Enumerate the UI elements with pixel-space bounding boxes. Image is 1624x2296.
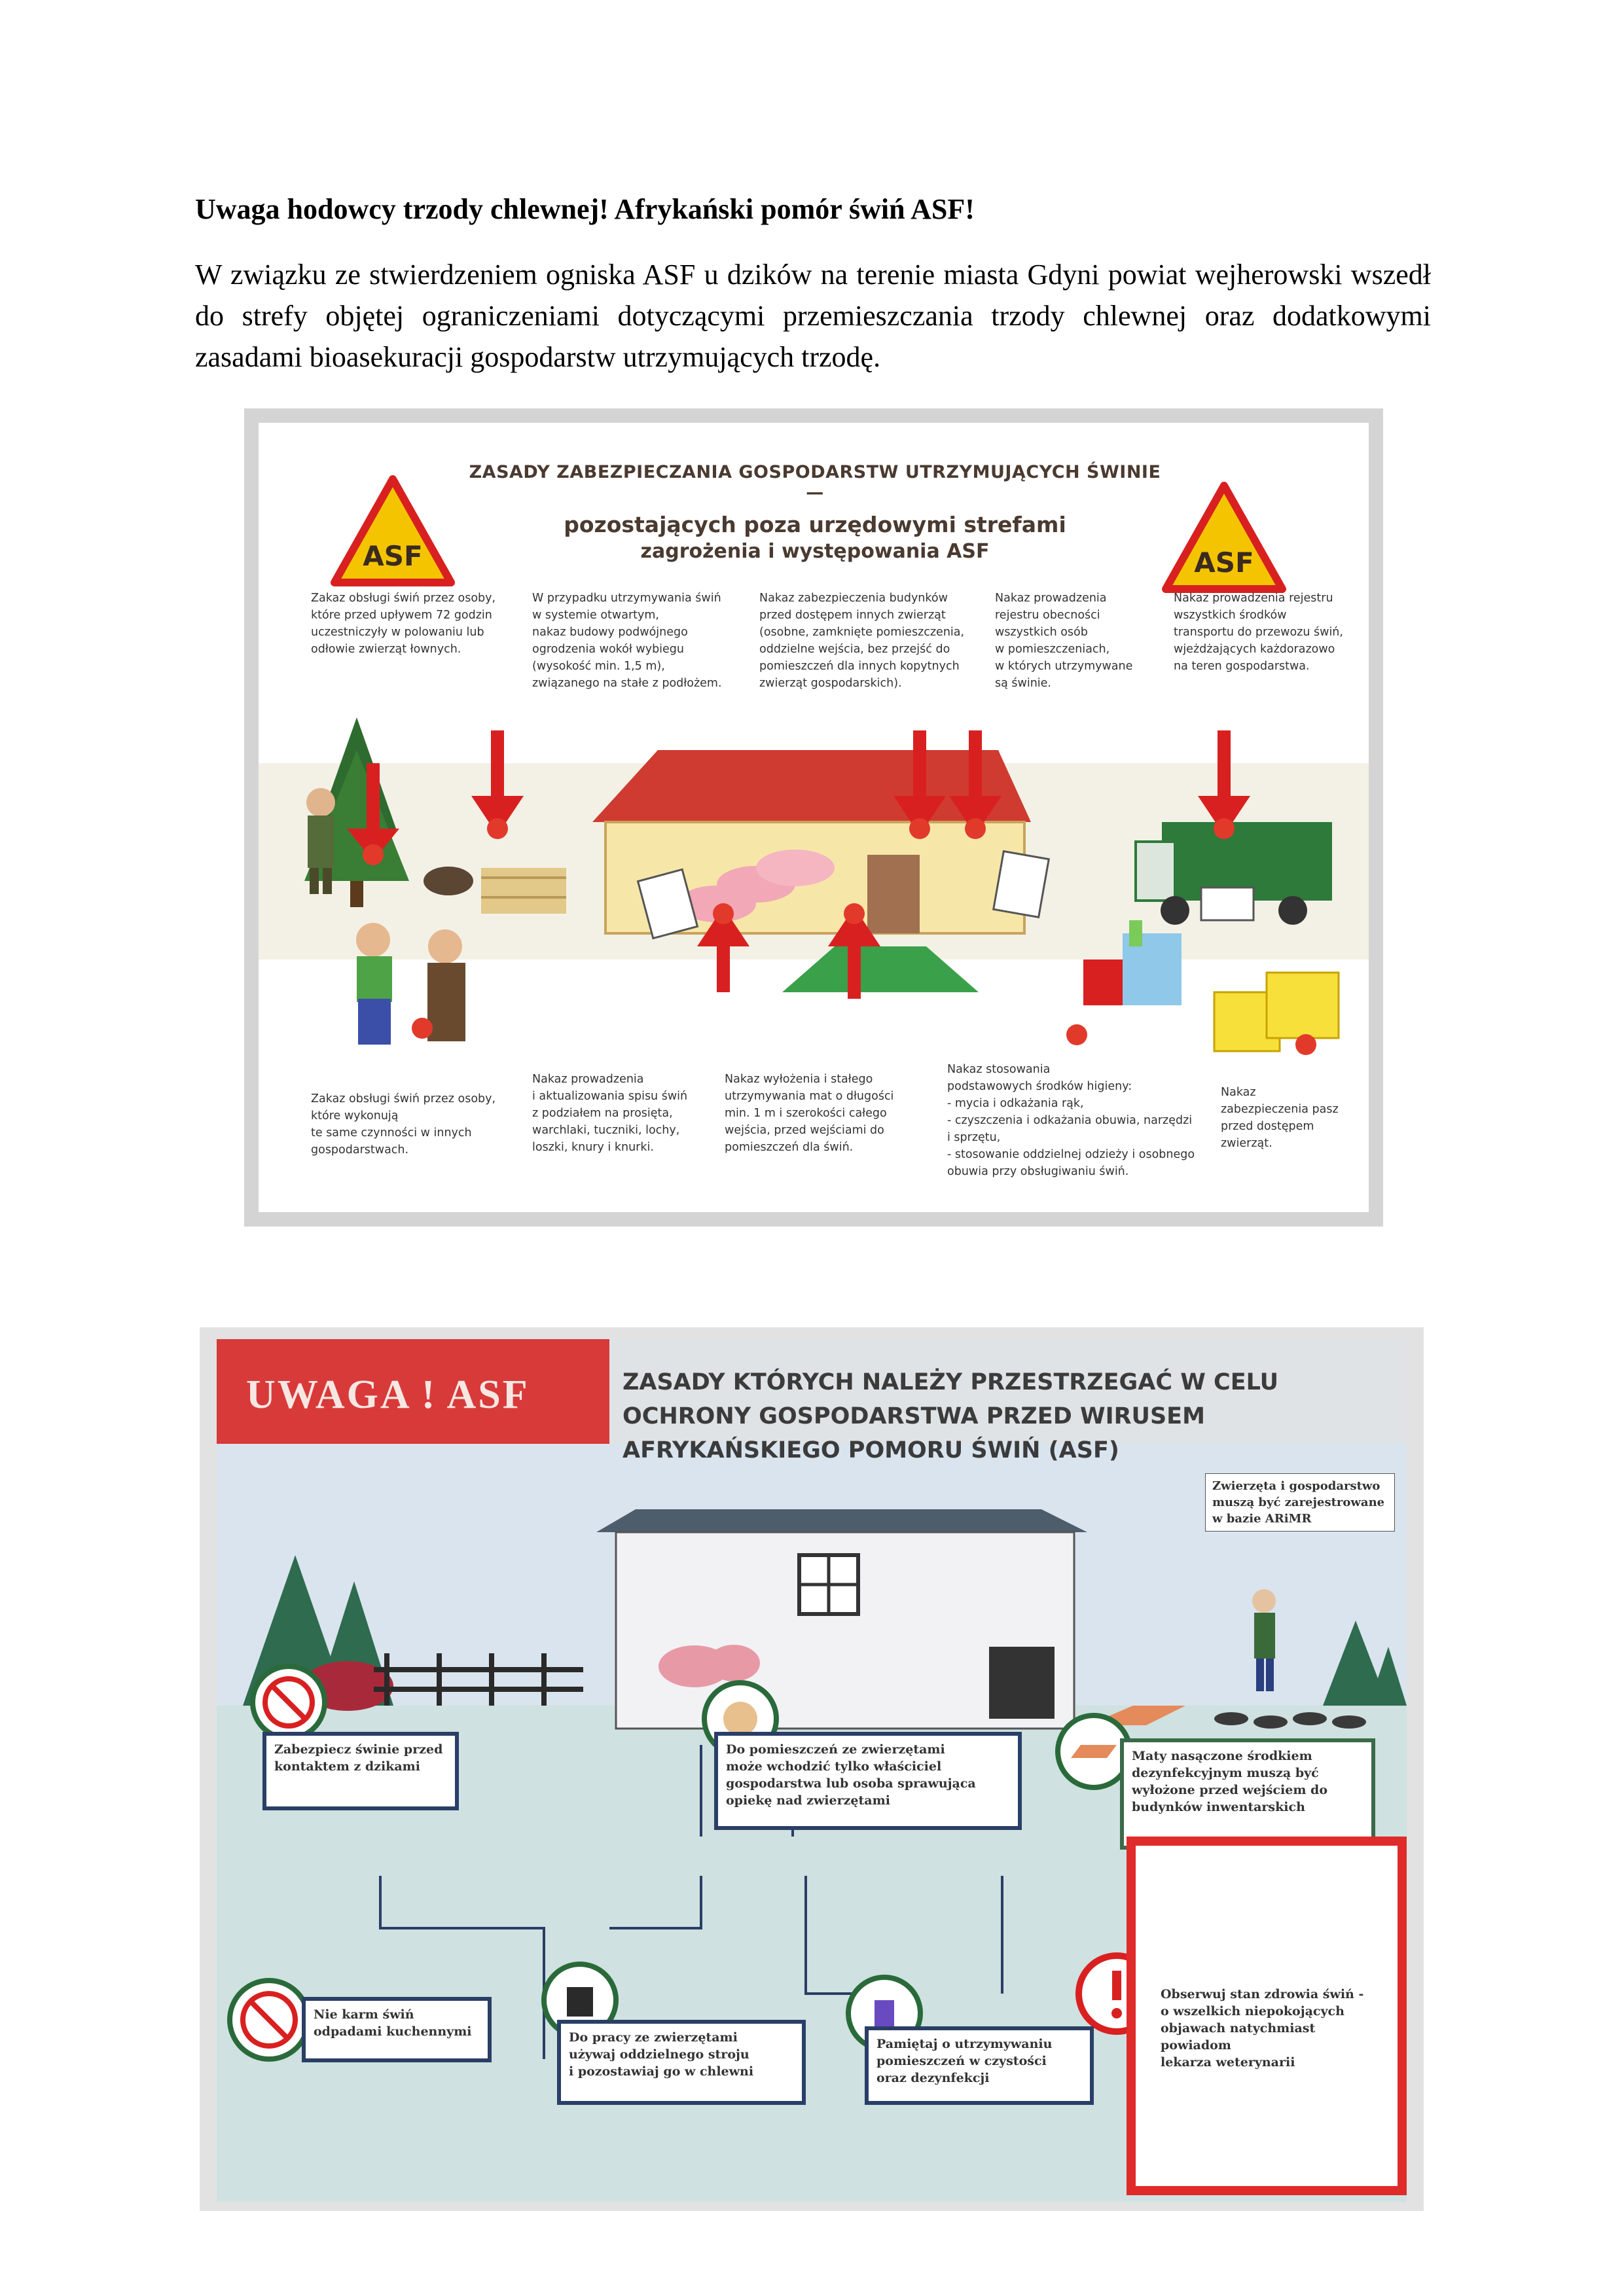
rule-other-farms-ban: Zakaz obsługi świń przez osoby, które wykonują te same czynności w innych gospodarstwach. bbox=[311, 1092, 496, 1157]
poster1-title bbox=[461, 462, 1168, 563]
rule-presence-register: Nakaz prowadzenia rejestru obecności wszystkich osób w pomieszczeniach, w których utrzymywane są świnie. bbox=[995, 592, 1133, 690]
asf-poster-biosecurity-rules bbox=[244, 408, 1383, 1227]
asf-warning-sign-right-icon bbox=[1162, 482, 1286, 593]
asf-warning-sign-left-icon bbox=[331, 475, 455, 586]
rule-disinfection-mats: Nakaz wyłożenia i stałego utrzymywania mat o długości min. 1 m i szerokości całego wejścia, przed wejściami do pomieszczeń dla świń. bbox=[725, 1073, 894, 1154]
pig-barn-icon bbox=[596, 1509, 1087, 1729]
rule-hygiene-measures: Nakaz stosowania podstawowych środków higieny: - mycia i odkażania rąk, - czyszczenia i odkażania obuwia, narzędzi i sprzętu, - stosowanie oddzielnej odzieży i osobnego obuwia przy obsługiwaniu świń. bbox=[947, 1063, 1195, 1178]
ban-kitchen-waste-icon bbox=[230, 1981, 308, 2059]
document-heading: Uwaga hodowcy trzody chlewnej! Afrykański pomór świń ASF! bbox=[195, 193, 975, 225]
rule-box-disinfection-mats: Maty nasączone środkiem dezynfekcyjnym muszą być wyłożone przed wejściem do budynków inwentarskich bbox=[1120, 1738, 1375, 1850]
register-box-icon bbox=[1201, 888, 1254, 920]
mat-icon bbox=[1058, 1715, 1130, 1787]
asf-poster-farm-protection bbox=[200, 1327, 1424, 2211]
asf-warning-banner bbox=[217, 1339, 609, 1444]
register-notebook-icon bbox=[994, 852, 1049, 918]
rule-box-wild-boars: Zabezpiecz świnie przed kontaktem z dzikami bbox=[262, 1732, 459, 1810]
rule-box-owner-access: Do pomieszczeń ze zwierzętami może wchodzić tylko właściciel gospodarstwa lub osoba sprawująca opiekę nad zwierzętami bbox=[714, 1732, 1022, 1830]
rule-feed-protection: Nakaz zabezpieczenia pasz przed dostępem zwierząt. bbox=[1221, 1086, 1339, 1150]
rule-transport-register: Nakaz prowadzenia rejestru wszystkich środków transportu do przewozu świń, wjeżdżających każdorazowo na teren gospodarstwa. bbox=[1174, 592, 1343, 673]
poster2-canvas bbox=[217, 1339, 1407, 2202]
rule-box-kitchen-waste: Nie karm świń odpadami kuchennymi bbox=[302, 1997, 492, 2062]
wild-boar-icon bbox=[424, 867, 473, 895]
feed-containers-icon bbox=[1214, 973, 1339, 1051]
rule-double-fence: W przypadku utrzymywania świń w systemie otwartym, nakaz budowy podwójnego ogrodzenia wokół wybiegu (wysokość min. 1,5 m), związanego na stałe z podłożem. bbox=[532, 592, 722, 690]
poster1-title-line1: ZASADY ZABEZPIECZANIA GOSPODARSTW UTRZYMUJĄCYCH ŚWINIE — bbox=[469, 462, 1161, 503]
fence-icon bbox=[481, 868, 566, 914]
ban-wild-boar-icon bbox=[253, 1666, 325, 1738]
note-arimr-registration: Zwierzęta i gospodarstwo muszą być zarejestrowane w bazie ARiMR bbox=[1205, 1473, 1395, 1532]
rule-building-protection: Nakaz zabezpieczenia budynków przed dostępem innych zwierząt (osobne, zamknięte pomieszczenia, oddzielne wejścia, bez przejść do pomieszczeń dla innych kopytnych zwierząt gospodarskich). bbox=[759, 592, 965, 690]
rule-box-cleanliness: Pamiętaj o utrzymywaniu pomieszczeń w czystości oraz dezynfekcji bbox=[865, 2026, 1094, 2105]
poster1-canvas bbox=[259, 423, 1369, 1212]
asf-badge-right: ASF bbox=[1194, 547, 1254, 579]
rule-box-separate-clothing: Do pracy ze zwierzętami używaj oddzielnego stroju i pozostawiaj go w chlewni bbox=[557, 2020, 806, 2105]
asf-badge-left: ASF bbox=[363, 540, 423, 572]
poster1-title-line3: zagrożenia i występowania ASF bbox=[640, 540, 990, 563]
poster1-title-line2: pozostających poza urzędowymi strefami bbox=[564, 512, 1066, 537]
document-intro-paragraph: W związku ze stwierdzeniem ogniska ASF u dzików na terenie miasta Gdyni powiat wejherowski wszedł do strefy objętej ograniczeniami dotyczącymi przemieszczania trzody chlewnej oraz dodatkowymi zasadami bioasekuracji gospodarstw utrzymujących trzodę. bbox=[195, 259, 1431, 373]
rule-hunting-ban: Zakaz obsługi świń przez osoby, które przed upływem 72 godzin uczestniczyły w polowaniu lub odłowie zwierząt łownych. bbox=[311, 592, 496, 656]
banner-text: UWAGA ! ASF bbox=[246, 1372, 530, 1417]
rule-box-health-observation: Obserwuj stan zdrowia świń - o wszelkich niepokojących objawach natychmiast powiadom lekarza weterynarii bbox=[1161, 1987, 1364, 2070]
poster2-title: ZASADY KTÓRYCH NALEŻY PRZESTRZEGAĆ W CELU OCHRONY GOSPODARSTWA PRZED WIRUSEM AFRYKAŃSKIEGO POMORU ŚWIŃ (ASF) bbox=[623, 1369, 1279, 1463]
rule-pig-inventory: Nakaz prowadzenia i aktualizowania spisu świń z podziałem na prosięta, warchlaki, tuczniki, lochy, loszki, knury i knurki. bbox=[532, 1073, 688, 1154]
